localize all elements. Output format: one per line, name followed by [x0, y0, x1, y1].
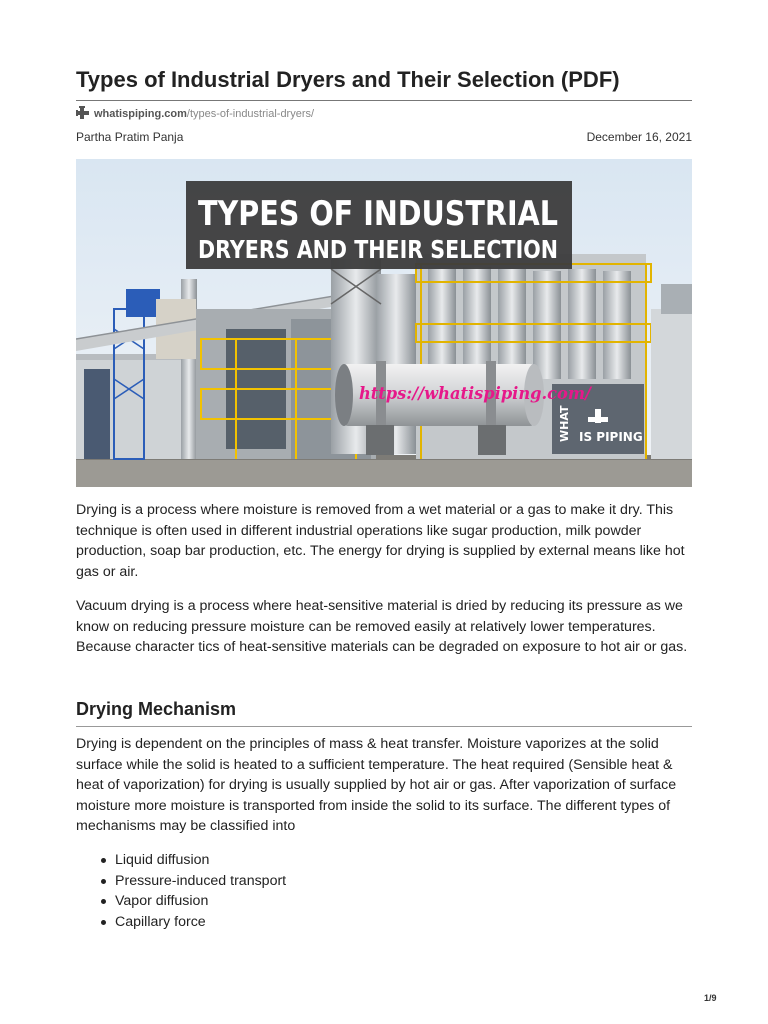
- watermark-url: https://whatispiping.com/: [359, 384, 593, 404]
- list-item: [76, 850, 692, 871]
- list-item-text: Liquid diffusion: [115, 852, 210, 868]
- article-author: Partha Pratim Panja: [76, 130, 184, 144]
- banner-line-2: DRYERS AND THEIR SELECTION: [198, 235, 558, 264]
- list-item-text: Capillary force: [115, 914, 206, 931]
- list-item: [76, 912, 692, 933]
- section-divider: [76, 726, 692, 727]
- mechanism-list: [76, 850, 692, 933]
- logo-word-is-piping: IS PIPING: [579, 430, 643, 444]
- page-number: 1/9: [704, 993, 717, 1003]
- banner-line-1: TYPES OF INDUSTRIAL: [198, 194, 558, 234]
- logo-word-what: WHAT: [558, 405, 571, 442]
- list-item: [76, 891, 692, 912]
- bullet-icon: [101, 879, 106, 884]
- bullet-icon: [101, 899, 106, 904]
- article-title: Types of Industrial Dryers and Their Selection (PDF): [76, 67, 620, 92]
- source-domain[interactable]: whatispiping.com: [94, 108, 187, 120]
- source-url[interactable]: [76, 106, 314, 122]
- intro-paragraph: Drying is a process where moisture is removed from a wet material or a gas to make it dry. This technique is often used in different industrial operations like sugar production, milk powder production, soap bar production, etc. The energy for drying is supplied by external means like hot gas or air.: [76, 502, 685, 580]
- list-item: [76, 871, 692, 892]
- bullet-icon: [101, 920, 106, 925]
- pipe-site-icon: [76, 106, 89, 119]
- source-path[interactable]: /types-of-industrial-dryers/: [186, 108, 315, 120]
- list-item-text: Pressure-induced transport: [115, 872, 287, 889]
- hero-image: [76, 159, 692, 487]
- article-date: December 16, 2021: [586, 130, 692, 144]
- bullet-icon: [101, 858, 106, 863]
- vacuum-drying-paragraph: Vacuum drying is a process where heat-sensitive material is dried by reducing its pressure as we know on reducing pressure moisture can be removed easily at relatively lower temperatures. Because character tics of heat-sensitive materials can be degraded on exposure to hot air or gas.: [76, 598, 688, 655]
- section-heading-drying-mechanism: Drying Mechanism: [76, 699, 237, 719]
- mechanism-paragraph: Drying is dependent on the principles of mass & heat transfer. Moisture vaporizes at the solid surface while the solid is heated to a sufficient temperature. The heat required (Sensible heat & heat of vaporization) for drying is usually supplied by hot air or gas. After vaporization of surface moisture more moisture is transported from inside the solid to its surface. The different types of mechanisms may be classified into: [76, 736, 677, 834]
- industrial-dryer-plant-illustration: [76, 159, 692, 487]
- list-item-text: Vapor diffusion: [115, 893, 209, 910]
- title-divider: [76, 100, 692, 101]
